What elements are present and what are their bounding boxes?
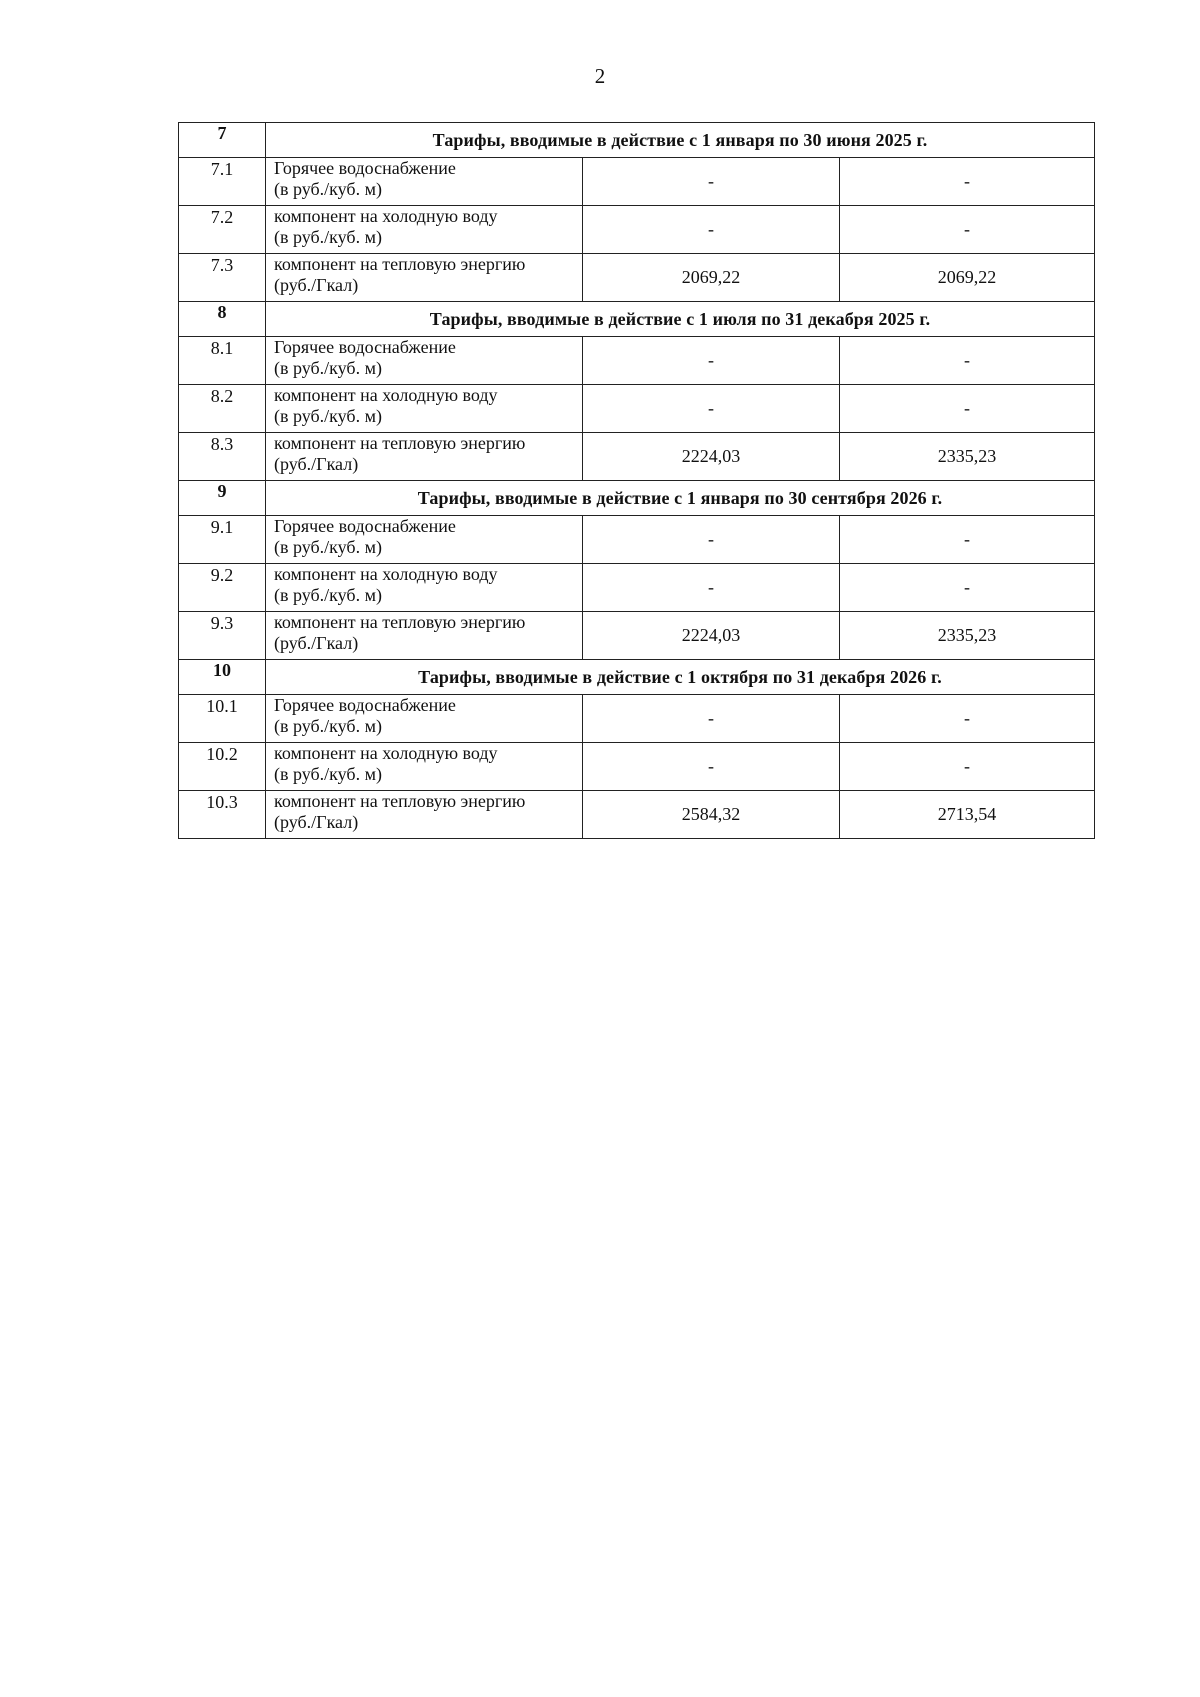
row-number: 9.1 xyxy=(179,516,266,564)
table-row xyxy=(179,385,1095,433)
section-number: 10 xyxy=(179,660,266,695)
row-number: 7.2 xyxy=(179,206,266,254)
row-label-line: компонент на тепловую энергию xyxy=(274,612,526,632)
tariff-table xyxy=(178,122,1095,839)
row-value-1: - xyxy=(583,206,840,254)
row-label-line: компонент на тепловую энергию xyxy=(274,254,526,274)
row-number: 10.2 xyxy=(179,743,266,791)
row-value-1: 2584,32 xyxy=(583,791,840,839)
row-label-unit: (в руб./куб. м) xyxy=(274,179,382,199)
section-header-row xyxy=(179,481,1095,516)
section-heading: Тарифы, вводимые в действие с 1 июля по 31 декабря 2025 г. xyxy=(266,302,1095,337)
row-label xyxy=(266,612,583,660)
row-value-2: - xyxy=(840,337,1095,385)
row-value-1: - xyxy=(583,158,840,206)
row-label-unit: (в руб./куб. м) xyxy=(274,585,382,605)
row-number: 7.3 xyxy=(179,254,266,302)
table-row xyxy=(179,516,1095,564)
row-value-2: 2069,22 xyxy=(840,254,1095,302)
section-heading: Тарифы, вводимые в действие с 1 октября по 31 декабря 2026 г. xyxy=(266,660,1095,695)
row-label-line: Горячее водоснабжение xyxy=(274,516,456,536)
row-label xyxy=(266,743,583,791)
row-label xyxy=(266,158,583,206)
row-number: 9.3 xyxy=(179,612,266,660)
section-header-row xyxy=(179,302,1095,337)
row-label-line: компонент на холодную воду xyxy=(274,564,498,584)
row-value-1: - xyxy=(583,516,840,564)
row-label xyxy=(266,516,583,564)
table-row xyxy=(179,791,1095,839)
row-number: 10.3 xyxy=(179,791,266,839)
row-label-unit: (в руб./куб. м) xyxy=(274,227,382,247)
row-value-1: - xyxy=(583,564,840,612)
row-label-line: компонент на холодную воду xyxy=(274,385,498,405)
row-label-unit: (в руб./куб. м) xyxy=(274,358,382,378)
row-label-line: компонент на тепловую энергию xyxy=(274,433,526,453)
row-label xyxy=(266,695,583,743)
row-label-line: Горячее водоснабжение xyxy=(274,158,456,178)
row-label-unit: (руб./Гкал) xyxy=(274,633,359,653)
row-value-2: - xyxy=(840,206,1095,254)
row-number: 8.2 xyxy=(179,385,266,433)
row-label xyxy=(266,433,583,481)
row-value-2: - xyxy=(840,743,1095,791)
table-row xyxy=(179,564,1095,612)
table-row xyxy=(179,158,1095,206)
section-number: 8 xyxy=(179,302,266,337)
row-label-unit: (руб./Гкал) xyxy=(274,454,359,474)
row-label-unit: (в руб./куб. м) xyxy=(274,406,382,426)
row-label xyxy=(266,254,583,302)
row-label-unit: (руб./Гкал) xyxy=(274,812,359,832)
row-value-1: - xyxy=(583,385,840,433)
row-value-2: - xyxy=(840,695,1095,743)
row-value-2: 2335,23 xyxy=(840,433,1095,481)
row-number: 8.3 xyxy=(179,433,266,481)
row-label-line: компонент на холодную воду xyxy=(274,743,498,763)
section-number: 9 xyxy=(179,481,266,516)
table-row xyxy=(179,695,1095,743)
row-label-line: компонент на тепловую энергию xyxy=(274,791,526,811)
table-row xyxy=(179,206,1095,254)
row-label-line: компонент на холодную воду xyxy=(274,206,498,226)
row-value-1: - xyxy=(583,743,840,791)
row-value-1: - xyxy=(583,695,840,743)
row-value-1: 2224,03 xyxy=(583,433,840,481)
table-row xyxy=(179,612,1095,660)
row-label xyxy=(266,791,583,839)
row-value-2: 2713,54 xyxy=(840,791,1095,839)
row-value-1: 2069,22 xyxy=(583,254,840,302)
page-number: 2 xyxy=(594,64,606,88)
table-row xyxy=(179,743,1095,791)
row-label xyxy=(266,564,583,612)
section-heading: Тарифы, вводимые в действие с 1 января по 30 июня 2025 г. xyxy=(266,123,1095,158)
row-number: 8.1 xyxy=(179,337,266,385)
row-label xyxy=(266,385,583,433)
row-number: 9.2 xyxy=(179,564,266,612)
row-label-line: Горячее водоснабжение xyxy=(274,337,456,357)
row-label xyxy=(266,337,583,385)
row-value-2: - xyxy=(840,516,1095,564)
row-label-unit: (руб./Гкал) xyxy=(274,275,359,295)
row-label xyxy=(266,206,583,254)
row-label-line: Горячее водоснабжение xyxy=(274,695,456,715)
row-value-2: - xyxy=(840,158,1095,206)
row-value-2: - xyxy=(840,385,1095,433)
row-value-1: 2224,03 xyxy=(583,612,840,660)
section-heading: Тарифы, вводимые в действие с 1 января по 30 сентября 2026 г. xyxy=(266,481,1095,516)
section-header-row xyxy=(179,123,1095,158)
row-number: 7.1 xyxy=(179,158,266,206)
table-row xyxy=(179,254,1095,302)
row-value-2: 2335,23 xyxy=(840,612,1095,660)
section-header-row xyxy=(179,660,1095,695)
row-number: 10.1 xyxy=(179,695,266,743)
table-row xyxy=(179,433,1095,481)
row-value-2: - xyxy=(840,564,1095,612)
row-label-unit: (в руб./куб. м) xyxy=(274,764,382,784)
section-number: 7 xyxy=(179,123,266,158)
row-value-1: - xyxy=(583,337,840,385)
row-label-unit: (в руб./куб. м) xyxy=(274,716,382,736)
row-label-unit: (в руб./куб. м) xyxy=(274,537,382,557)
table-row xyxy=(179,337,1095,385)
